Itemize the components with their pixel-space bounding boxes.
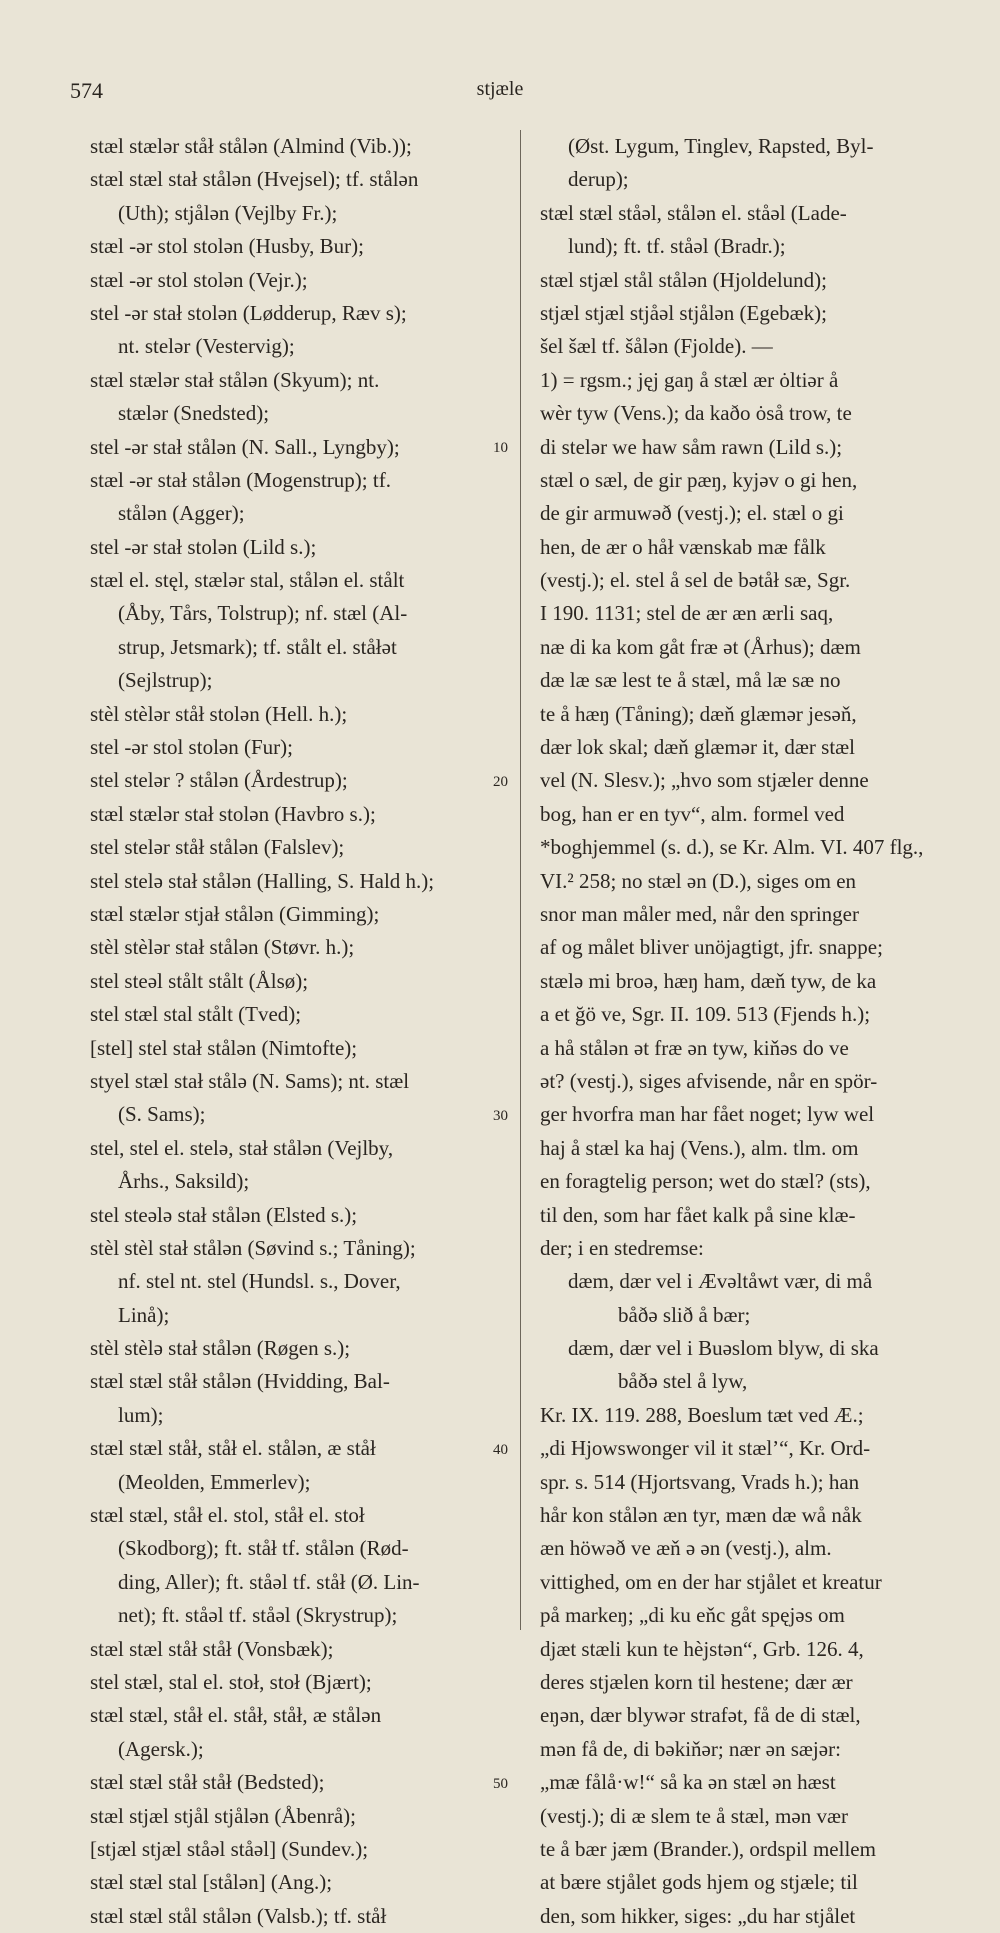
- text-line: ger hvorfra man har fået noget; lyw wel: [540, 1102, 875, 1127]
- text-line: dæm, dær vel i Buəslom blyw, di ska: [568, 1336, 879, 1361]
- text-line: VI.² 258; no stæl ən (D.), siges om en: [540, 868, 857, 893]
- text-line: stèl stèlər ståł stolən (Hell. h.);: [90, 701, 348, 726]
- text-line: stæl el. stęl, stælər stal, stålən el. stålt: [90, 568, 405, 593]
- text-line: stel -ər stol stolən (Fur);: [90, 735, 293, 760]
- text-line: at bære stjålet gods hjem og stjæle; til: [540, 1870, 858, 1895]
- left-column: [90, 130, 510, 1933]
- text-line: stæl stælər stał stolən (Havbro s.);: [90, 801, 376, 826]
- text-line: stæl stæl ståəl, stålən el. ståəl (Lade-: [540, 200, 847, 225]
- text-line: hår kon stålən æn tyr, mæn dæ wå nåk: [540, 1503, 862, 1528]
- text-line: stæl stæl stal [stålən] (Ang.);: [90, 1870, 333, 1895]
- page-number: 574: [70, 78, 103, 103]
- text-line: æn höwəð ve æň ə ən (vestj.), alm.: [540, 1536, 832, 1561]
- text-line: (vestj.); di æ slem te å stæl, mən vær: [540, 1803, 848, 1828]
- line-number-marker: 50: [493, 1775, 508, 1792]
- text-line: stèl stèlə stał stålən (Røgen s.);: [90, 1336, 351, 1361]
- text-line: snor man måler med, når den springer: [540, 901, 859, 926]
- text-line: stel -ər stał stålən (N. Sall., Lyngby);: [90, 434, 400, 459]
- line-number-marker: 30: [493, 1107, 508, 1124]
- text-line: stæl stæl, ståł el. ståł, ståł, æ stålən: [90, 1703, 382, 1728]
- text-line: stel stelər ståł stålən (Falslev);: [90, 835, 345, 860]
- text-line: eŋən, dær blywər strafət, få de di stæl,: [540, 1703, 861, 1728]
- text-line: I 190. 1131; stel de ær æn ærli saq,: [540, 601, 834, 626]
- text-line: net); ft. ståəl tf. ståəl (Skrystrup);: [118, 1603, 398, 1628]
- text-line: bog, han er en tyv“, alm. formel ved: [540, 801, 845, 826]
- text-line: te å hæŋ (Tåning); dæň glæmər jesəň,: [540, 701, 857, 726]
- text-line: (Meolden, Emmerlev);: [118, 1469, 311, 1494]
- text-line: (Uth); stjålən (Vejlby Fr.);: [118, 200, 338, 225]
- text-line: den, som hikker, siges: „du har stjålet: [540, 1903, 856, 1928]
- text-line: stæl -ər stol stolən (Vejr.);: [90, 267, 308, 292]
- text-line: „mæ fålå·w!“ så ka ən stæl ən hæst: [540, 1770, 836, 1795]
- text-line: nf. stel nt. stel (Hundsl. s., Dover,: [118, 1269, 401, 1294]
- text-line: stæl stæl ståł ståł (Bedsted);: [90, 1770, 325, 1795]
- text-line: stælər (Snedsted);: [118, 401, 270, 426]
- column-divider: [520, 130, 521, 1630]
- text-line: stel stæl stal stålt (Tved);: [90, 1002, 302, 1027]
- running-head: stjæle: [476, 78, 524, 100]
- text-line: til den, som har fået kalk på sine klæ-: [540, 1202, 856, 1227]
- text-line: stæl stæl ståł stålən (Hvidding, Bal-: [90, 1369, 390, 1394]
- text-line: på markeŋ; „di ku eňc gåt spęjəs om: [540, 1603, 845, 1628]
- text-line: (S. Sams);: [118, 1102, 206, 1127]
- line-number-marker: 20: [493, 773, 508, 790]
- text-line: stjæl stjæl stjåəl stjålən (Egebæk);: [540, 300, 827, 325]
- text-line: stel steəl stålt stålt (Ålsø);: [90, 968, 309, 993]
- text-line: båðə slið å bær;: [618, 1302, 751, 1327]
- text-line: stel, stel el. stelə, stał stålən (Vejlby,: [90, 1135, 394, 1160]
- text-line: lum);: [118, 1402, 164, 1427]
- line-number-marker: 10: [493, 439, 508, 456]
- text-line: stèl stèlər stał stålən (Støvr. h.);: [90, 935, 355, 960]
- line-number-marker: 40: [493, 1441, 508, 1458]
- text-line: hen, de ær o håł vænskab mæ fålk: [540, 534, 826, 559]
- text-line: deres stjælen korn til hestene; dær ær: [540, 1669, 853, 1694]
- text-line: dæ læ sæ lest te å stæl, må læ sæ no: [540, 668, 841, 693]
- text-line: stæl stjæl stjål stjålən (Åbenrå);: [90, 1803, 356, 1828]
- text-line: djæt stæli kun te hèjstən“, Grb. 126. 4,: [540, 1636, 864, 1661]
- text-line: stæl -ər stol stolən (Husby, Bur);: [90, 234, 364, 259]
- text-line: stæl stælər stał stålən (Skyum); nt.: [90, 367, 380, 392]
- text-line: stælə mi broə, hæŋ ham, dæň tyw, de ka: [540, 968, 877, 993]
- text-line: Kr. IX. 119. 288, Boeslum tæt ved Æ.;: [540, 1402, 864, 1427]
- text-line: dær lok skal; dæň glæmər it, dær stæl: [540, 735, 856, 760]
- text-line: stæl stæl ståł, ståł el. stålən, æ ståł: [90, 1436, 376, 1461]
- text-line: a hå stålən ət fræ ən tyw, kiňəs do ve: [540, 1035, 849, 1060]
- text-line: (Åby, Tårs, Tolstrup); nf. stæl (Al-: [118, 601, 408, 626]
- text-line: vel (N. Slesv.); „hvo som stjæler denne: [540, 768, 869, 793]
- text-line: nt. stelər (Vestervig);: [118, 334, 295, 359]
- text-line: a et ğö ve, Sgr. II. 109. 513 (Fjends h.);: [540, 1002, 871, 1027]
- text-line: en foragtelig person; wet do stæl? (sts),: [540, 1169, 871, 1194]
- text-line: wèr tyw (Vens.); da kaðo ȯså trow, te: [540, 401, 852, 426]
- page-header: [0, 78, 1000, 108]
- text-line: stæl stæl ståł ståł (Vonsbæk);: [90, 1636, 334, 1661]
- text-line: stæl stæl stål stålən (Valsb.); tf. ståł: [90, 1903, 387, 1928]
- text-line: Linå);: [118, 1302, 170, 1327]
- text-line: stæl -ər stał stålən (Mogenstrup); tf.: [90, 467, 391, 492]
- text-line: (Sejlstrup);: [118, 668, 213, 693]
- text-line: (Øst. Lygum, Tinglev, Rapsted, Byl-: [568, 134, 874, 158]
- text-line: stæl o sæl, de gir pæŋ, kyjəv o gi hen,: [540, 467, 858, 492]
- text-line: næ di ka kom gåt fræ ət (Århus); dæm: [540, 634, 861, 659]
- text-line: de gir armuwəð (vestj.); el. stæl o gi: [540, 501, 844, 526]
- text-line: stæl stæl, ståł el. stol, ståł el. stoł: [90, 1503, 365, 1528]
- text-line: stæl stæl stał stålən (Hvejsel); tf. stålən: [90, 167, 419, 192]
- text-line: stel stæl, stal el. stoł, stoł (Bjært);: [90, 1669, 372, 1694]
- text-line: di stelər we haw såm rawn (Lild s.);: [540, 434, 843, 459]
- text-line: ət? (vestj.), siges afvisende, når en spör-: [540, 1068, 878, 1093]
- text-line: spr. s. 514 (Hjortsvang, Vrads h.); han: [540, 1469, 860, 1494]
- text-line: (Agersk.);: [118, 1736, 204, 1761]
- text-line: [stjæl stjæl ståəl ståəl] (Sundev.);: [90, 1836, 369, 1861]
- text-line: (vestj.); el. stel å sel de bətåł sæ, Sgr.: [540, 568, 851, 593]
- text-line: haj å stæl ka haj (Vens.), alm. tlm. om: [540, 1135, 859, 1160]
- text-line: ding, Aller); ft. ståəl tf. ståł (Ø. Lin-: [118, 1569, 420, 1594]
- text-line: der; i en stedremse:: [540, 1235, 704, 1260]
- text-line: stel -ər stał stolən (Lødderup, Ræv s);: [90, 300, 407, 325]
- text-line: [stel] stel stał stålən (Nimtofte);: [90, 1035, 358, 1060]
- text-line: båðə stel å lyw,: [618, 1369, 748, 1394]
- text-line: stel -ər stał stolən (Lild s.);: [90, 534, 317, 559]
- right-column: [540, 130, 985, 1933]
- text-line: stæl stjæl stål stålən (Hjoldelund);: [540, 267, 827, 292]
- text-line: mən få de, di bəkiňər; nær ən sæjər:: [540, 1736, 841, 1761]
- text-line: Århs., Saksild);: [118, 1169, 250, 1194]
- text-line: lund); ft. tf. ståəl (Bradr.);: [568, 234, 786, 259]
- text-line: strup, Jetsmark); tf. stålt el. ståłət: [118, 634, 397, 659]
- text-line: 1) = rgsm.; jęj gaŋ å stæl ær ȯltiər å: [540, 367, 839, 392]
- text-line: stæl stælər ståł stålən (Almind (Vib.));: [90, 134, 412, 158]
- text-line: stel steələ stał stålən (Elsted s.);: [90, 1202, 358, 1227]
- text-line: af og målet bliver unöjagtigt, jfr. snappe;: [540, 935, 883, 960]
- text-line: te å bær jæm (Brander.), ordspil mellem: [540, 1836, 876, 1861]
- text-line: vittighed, om en der har stjålet et kreatur: [540, 1569, 882, 1594]
- text-line: dæm, dær vel i Ævəltåwt vær, di må: [568, 1269, 873, 1294]
- text-line: „di Hjowswonger vil it stæl’“, Kr. Ord-: [540, 1436, 871, 1461]
- text-line: styel stæl stał stålə (N. Sams); nt. stæl: [90, 1068, 410, 1093]
- text-line: stålən (Agger);: [118, 501, 245, 526]
- text-line: šel šæl tf. šålən (Fjolde). —: [540, 334, 773, 359]
- text-line: (Skodborg); ft. ståł tf. stålən (Rød-: [118, 1536, 409, 1561]
- text-line: derup);: [568, 167, 629, 192]
- text-line: stel stelə stał stålən (Halling, S. Hald h.);: [90, 868, 435, 893]
- text-line: stel stelər ? stålən (Årdestrup);: [90, 768, 348, 793]
- text-line: stæl stælər stjał stålən (Gimming);: [90, 901, 380, 926]
- text-line: *boghjemmel (s. d.), se Kr. Alm. VI. 407 flg.,: [540, 835, 924, 860]
- text-line: stèl stèl stał stålən (Søvind s.; Tåning);: [90, 1235, 416, 1260]
